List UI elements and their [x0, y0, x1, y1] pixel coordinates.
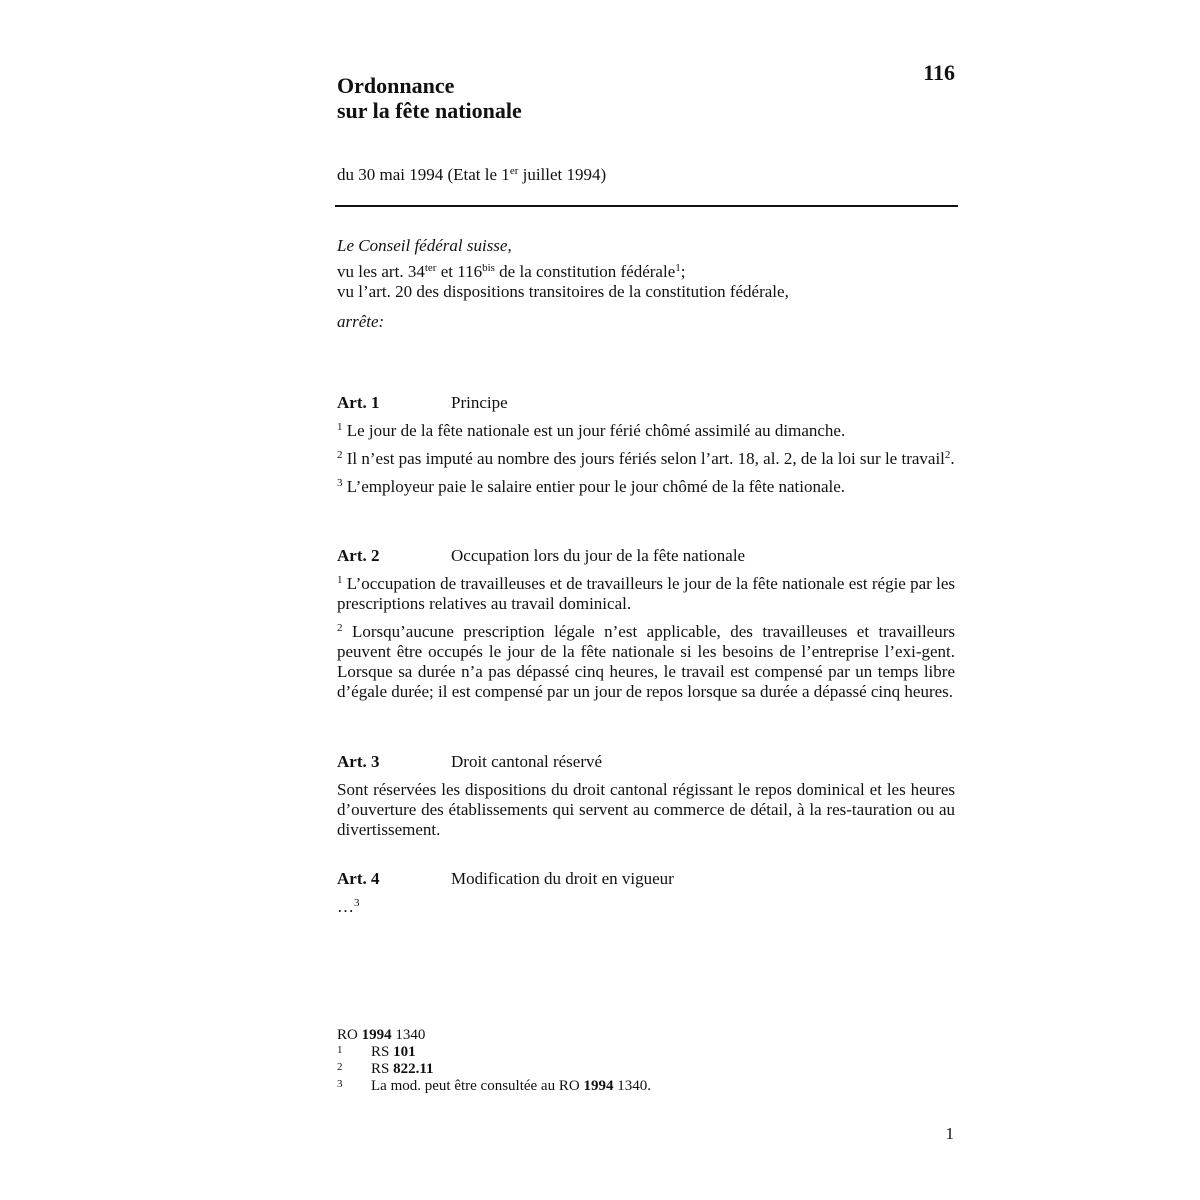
- preamble-authority: Le Conseil fédéral suisse,: [337, 236, 512, 255]
- footnote-number: 1: [337, 1044, 343, 1056]
- date-line: [337, 165, 606, 185]
- footnote-1: [337, 1044, 957, 1061]
- article-number: Art. 2: [337, 546, 380, 565]
- preamble-line-1: [337, 262, 957, 282]
- article-title: Modification du droit en vigueur: [451, 869, 674, 888]
- title-line-2: sur la fête nationale: [337, 98, 522, 123]
- preamble-line-2: vu l’art. 20 des dispositions transitoires de la constitution fédérale,: [337, 282, 789, 301]
- preamble-text: de la constitution fédérale: [494, 262, 676, 281]
- footnote-text: [371, 1061, 434, 1078]
- article-number: Art. 3: [337, 752, 380, 771]
- article-heading: [337, 393, 955, 413]
- document-number: 116: [923, 60, 955, 85]
- footnote-number: 2: [337, 1061, 343, 1073]
- date-prefix: du 30 mai 1994 (Etat le 1: [337, 165, 510, 184]
- ro-page: 1340: [391, 1027, 426, 1043]
- ro-year: 1994: [361, 1027, 392, 1043]
- article-number: Art. 1: [337, 393, 380, 412]
- paragraph-number: 1: [337, 574, 343, 586]
- article-paragraph: [337, 477, 955, 497]
- footnote-text: [371, 1044, 416, 1061]
- article-title: Principe: [451, 393, 508, 412]
- article-number: Art. 4: [337, 869, 380, 888]
- article-2: [337, 546, 955, 702]
- article-3: [337, 752, 955, 840]
- paragraph-text: Lorsqu’aucune prescription légale n’est applicable, des travailleuses et travailleurs peuvent être occupés le jour de la fête nationale si les besoins de l’entreprise l’exi-gent. Lorsque sa durée n’a pas dépassé cinq heures, le travail est compensé par un temps libre d’égale durée; il est compensé par un jour de repos lorsque sa durée a dépassé cinq heures.: [337, 622, 955, 701]
- article-heading: [337, 546, 955, 566]
- article-title: Occupation lors du jour de la fête nationale: [451, 546, 746, 565]
- article-1: [337, 393, 955, 497]
- preamble-text: vu les art. 34: [337, 262, 425, 281]
- preamble-sup: ter: [424, 262, 437, 274]
- header-rule: [335, 205, 958, 207]
- footnote-bold: 101: [393, 1044, 416, 1060]
- footnote-bold: 1994: [583, 1078, 614, 1094]
- footnote-prefix: RS: [371, 1061, 394, 1077]
- preamble-text: et 116: [436, 262, 483, 281]
- paragraph-text: .: [950, 449, 955, 468]
- footnote-prefix: La mod. peut être consultée au RO: [371, 1078, 584, 1094]
- date-suffix: juillet 1994): [518, 165, 607, 184]
- paragraph-text: Le jour de la fête nationale est un jour férié chômé assimilé au dimanche.: [342, 421, 846, 440]
- footnote-number: 3: [337, 1078, 343, 1090]
- article-paragraph: [337, 421, 955, 441]
- paragraph-number: 3: [337, 477, 343, 489]
- footnote-ref[interactable]: 1: [675, 262, 681, 274]
- preamble-decree: arrête:: [337, 312, 385, 331]
- article-paragraph: [337, 574, 955, 614]
- article-4: [337, 869, 955, 917]
- article-heading: [337, 752, 955, 772]
- paragraph-number: 2: [337, 622, 343, 634]
- paragraph-number: 2: [337, 449, 343, 461]
- paragraph-number: 1: [337, 421, 343, 433]
- document-title: [337, 73, 522, 123]
- footnote-ref[interactable]: 3: [354, 897, 360, 909]
- footnote-bold: 822.11: [393, 1061, 434, 1077]
- footnote-ref[interactable]: 2: [944, 449, 951, 461]
- footnotes: [337, 1027, 957, 1095]
- article-paragraph: Sont réservées les dispositions du droit cantonal régissant le repos dominical et les heures d’ouverture des établissements qui servent au commerce de détail, à la res-tauration ou au divertissement.: [337, 780, 955, 839]
- footnote-text: [371, 1078, 651, 1095]
- paragraph-text: Il n’est pas imputé au nombre des jours fériés selon l’art. 18, al. 2, de la loi sur le travail: [342, 449, 945, 468]
- preamble-sup: bis: [482, 262, 495, 274]
- preamble-text: ;: [680, 262, 686, 281]
- article-paragraph: [337, 897, 955, 917]
- footnote-prefix: RS: [371, 1044, 394, 1060]
- article-title: Droit cantonal réservé: [451, 752, 603, 771]
- preamble: [337, 236, 957, 332]
- page-number: 1: [945, 1124, 954, 1143]
- footnote-suffix: 1340.: [613, 1078, 651, 1094]
- paragraph-text: L’employeur paie le salaire entier pour le jour chômé de la fête nationale.: [342, 477, 846, 496]
- official-collection-ref: [337, 1027, 957, 1044]
- footnote-3: [337, 1078, 957, 1095]
- footnote-2: [337, 1061, 957, 1078]
- paragraph-text: L’occupation de travailleuses et de travailleurs le jour de la fête nationale est régie par les prescriptions relatives au travail dominical.: [337, 574, 955, 613]
- ro-prefix: RO: [337, 1027, 362, 1043]
- date-sup: er: [509, 165, 519, 177]
- article-paragraph: [337, 622, 955, 702]
- article-heading: [337, 869, 955, 889]
- title-line-1: Ordonnance: [337, 73, 455, 98]
- paragraph-text: …: [337, 897, 354, 916]
- article-paragraph: [337, 449, 955, 469]
